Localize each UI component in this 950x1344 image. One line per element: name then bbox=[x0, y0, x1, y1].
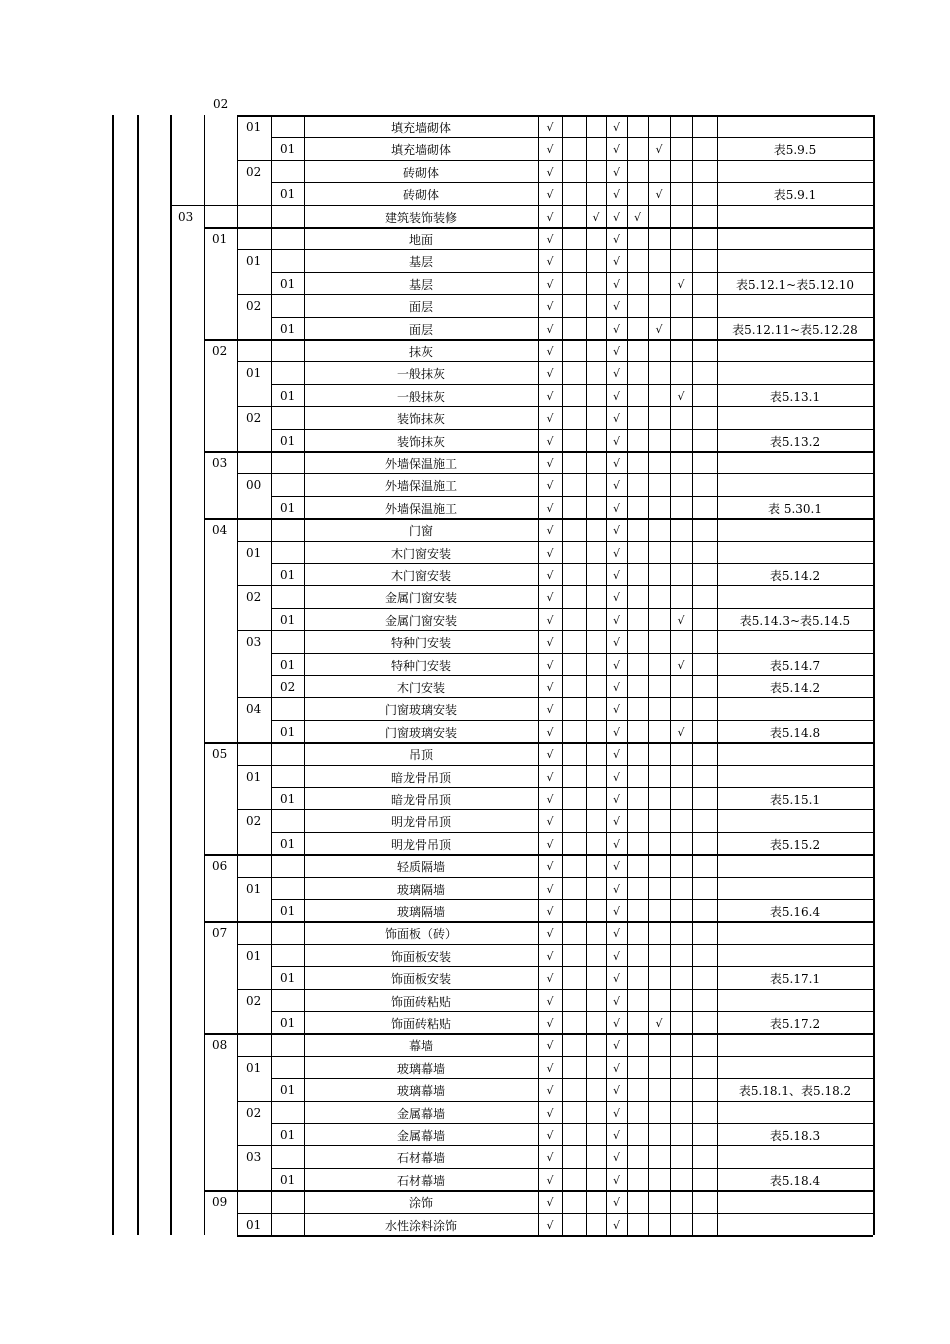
check-mark: √ bbox=[546, 501, 554, 515]
row-divider bbox=[237, 541, 873, 542]
row-divider bbox=[271, 608, 873, 609]
check-mark: √ bbox=[546, 1084, 554, 1098]
item-code: 03 bbox=[246, 1150, 262, 1165]
row-divider bbox=[237, 473, 873, 474]
row-divider bbox=[237, 877, 873, 878]
item-code: 01 bbox=[246, 769, 262, 784]
check-mark: √ bbox=[546, 188, 554, 202]
check-mark: √ bbox=[612, 1017, 620, 1030]
item-name: 建筑装饰装修 bbox=[384, 210, 457, 225]
tree-vertical-line bbox=[112, 115, 114, 1235]
check-mark: √ bbox=[546, 1173, 554, 1187]
item-name: 暗龙骨吊顶 bbox=[390, 770, 451, 785]
check-mark: √ bbox=[612, 972, 620, 986]
item-name: 涂饰 bbox=[408, 1196, 433, 1211]
check-mark: √ bbox=[612, 658, 620, 672]
item-name: 特种门安装 bbox=[390, 636, 451, 651]
item-name: 砖砌体 bbox=[402, 188, 439, 203]
item-name: 饰面板（砖） bbox=[384, 927, 457, 942]
item-name: 石材幕墙 bbox=[396, 1151, 445, 1166]
check-mark: √ bbox=[677, 613, 685, 627]
item-code: 03 bbox=[246, 635, 262, 650]
item-code: 01 bbox=[280, 792, 296, 806]
check-mark: √ bbox=[546, 636, 554, 650]
check-mark: √ bbox=[612, 300, 620, 314]
item-code: 01 bbox=[246, 881, 262, 896]
row-divider bbox=[237, 697, 873, 698]
item-name: 木门窗安装 bbox=[390, 546, 451, 561]
check-mark: √ bbox=[546, 1017, 554, 1030]
item-code: 01 bbox=[246, 254, 262, 269]
check-mark: √ bbox=[612, 412, 620, 426]
item-code: 01 bbox=[280, 904, 296, 918]
reference-table: 表5.18.3 bbox=[769, 1129, 821, 1143]
item-name: 木门安装 bbox=[396, 681, 445, 695]
check-mark: √ bbox=[546, 748, 554, 762]
check-mark: √ bbox=[546, 1218, 554, 1232]
check-mark: √ bbox=[546, 389, 554, 403]
item-code: 01 bbox=[246, 948, 262, 963]
check-mark: √ bbox=[612, 748, 620, 762]
item-name: 饰面砖粘贴 bbox=[390, 1017, 451, 1031]
item-name: 玻璃幕墙 bbox=[396, 1084, 445, 1099]
row-divider bbox=[237, 944, 873, 945]
item-name: 外墙保温施工 bbox=[384, 501, 457, 516]
check-mark: √ bbox=[612, 501, 620, 515]
check-mark: √ bbox=[546, 165, 554, 179]
check-mark: √ bbox=[612, 815, 620, 829]
item-name: 基层 bbox=[408, 277, 433, 292]
check-mark: √ bbox=[612, 591, 620, 605]
check-mark: √ bbox=[612, 1084, 620, 1098]
row-divider bbox=[271, 1078, 873, 1079]
item-code: 06 bbox=[212, 859, 228, 874]
item-name: 金属门窗安装 bbox=[384, 613, 457, 628]
check-mark: √ bbox=[612, 367, 620, 381]
check-mark: √ bbox=[612, 770, 620, 784]
check-mark: √ bbox=[612, 1151, 620, 1165]
item-code: 01 bbox=[246, 1217, 262, 1232]
check-mark: √ bbox=[612, 389, 620, 403]
grid-vertical-line bbox=[873, 115, 875, 1235]
item-code: 01 bbox=[246, 1060, 262, 1075]
check-mark: √ bbox=[612, 860, 620, 874]
row-divider bbox=[271, 137, 873, 138]
check-mark: √ bbox=[546, 255, 554, 269]
item-name: 地面 bbox=[408, 233, 433, 247]
item-name: 砖砌体 bbox=[402, 165, 439, 180]
item-name: 门窗 bbox=[408, 524, 433, 539]
check-mark: √ bbox=[546, 837, 554, 851]
row-divider bbox=[237, 630, 873, 631]
item-name: 基层 bbox=[408, 255, 433, 270]
row-divider bbox=[271, 317, 873, 318]
check-mark: √ bbox=[655, 188, 663, 202]
check-mark: √ bbox=[546, 1151, 554, 1165]
row-divider bbox=[271, 899, 873, 900]
item-code: 01 bbox=[246, 366, 262, 381]
item-code: 01 bbox=[280, 276, 296, 291]
item-name: 水性涂料涂饰 bbox=[384, 1218, 457, 1233]
item-code: 02 bbox=[246, 590, 262, 605]
check-mark: √ bbox=[612, 725, 620, 739]
item-code: 01 bbox=[280, 1016, 296, 1030]
check-mark: √ bbox=[612, 121, 620, 134]
check-mark: √ bbox=[612, 1129, 620, 1142]
check-mark: √ bbox=[612, 255, 620, 269]
item-name: 吊顶 bbox=[408, 748, 433, 763]
grid-vertical-line bbox=[237, 115, 238, 1235]
row-divider bbox=[271, 966, 873, 967]
check-mark: √ bbox=[546, 1196, 554, 1210]
check-mark: √ bbox=[655, 1017, 663, 1030]
item-code: 01 bbox=[280, 142, 296, 157]
check-mark: √ bbox=[546, 367, 554, 381]
check-mark: √ bbox=[677, 277, 685, 291]
check-mark: √ bbox=[612, 434, 620, 448]
item-name: 玻璃隔墙 bbox=[396, 905, 445, 919]
item-code: 01 bbox=[280, 836, 296, 851]
check-mark: √ bbox=[612, 927, 620, 941]
check-mark: √ bbox=[612, 681, 620, 694]
check-mark: √ bbox=[546, 815, 554, 829]
check-mark: √ bbox=[546, 322, 554, 336]
item-name: 金属幕墙 bbox=[396, 1129, 445, 1143]
check-mark: √ bbox=[612, 1039, 620, 1053]
item-code: 01 bbox=[212, 232, 228, 246]
check-mark: √ bbox=[612, 882, 620, 896]
reference-table: 表5.12.11~表5.12.28 bbox=[732, 322, 858, 337]
item-name: 面层 bbox=[408, 322, 433, 337]
check-mark: √ bbox=[612, 703, 620, 717]
item-name: 外墙保温施工 bbox=[384, 479, 457, 494]
row-divider bbox=[271, 429, 873, 430]
check-mark: √ bbox=[546, 524, 554, 538]
item-code: 05 bbox=[212, 747, 228, 762]
check-mark: √ bbox=[546, 121, 554, 134]
reference-table: 表5.14.2 bbox=[769, 681, 821, 695]
row-divider bbox=[271, 496, 873, 497]
check-mark: √ bbox=[612, 1173, 620, 1187]
item-code: 08 bbox=[212, 1038, 228, 1053]
item-name: 填充墙砌体 bbox=[390, 143, 451, 158]
row-divider bbox=[237, 249, 873, 250]
item-code: 01 bbox=[280, 500, 296, 515]
item-code: 02 bbox=[246, 1105, 262, 1120]
item-code: 02 bbox=[246, 993, 262, 1008]
row-divider bbox=[271, 787, 873, 788]
reference-table: 表5.16.4 bbox=[769, 905, 821, 919]
reference-table: 表5.18.4 bbox=[769, 1173, 821, 1188]
reference-table: 表5.13.1 bbox=[769, 389, 821, 404]
item-name: 填充墙砌体 bbox=[390, 121, 451, 135]
check-mark: √ bbox=[633, 210, 641, 224]
check-mark: √ bbox=[546, 658, 554, 672]
item-name: 明龙骨吊顶 bbox=[390, 815, 451, 830]
item-code: 02 bbox=[280, 680, 296, 694]
item-name: 木门窗安装 bbox=[390, 569, 451, 583]
item-code: 00 bbox=[246, 478, 262, 493]
row-divider bbox=[237, 294, 873, 295]
check-mark: √ bbox=[546, 1106, 554, 1120]
check-mark: √ bbox=[546, 972, 554, 986]
reference-table: 表5.14.8 bbox=[769, 725, 821, 740]
item-name: 门窗玻璃安装 bbox=[384, 703, 457, 718]
check-mark: √ bbox=[546, 927, 554, 941]
check-mark: √ bbox=[546, 233, 554, 246]
check-mark: √ bbox=[655, 322, 663, 336]
reference-table: 表5.17.2 bbox=[769, 1017, 821, 1031]
check-mark: √ bbox=[612, 793, 620, 806]
check-mark: √ bbox=[612, 613, 620, 627]
row-divider bbox=[271, 384, 873, 385]
row-divider bbox=[237, 765, 873, 766]
table-bottom-border bbox=[237, 1235, 873, 1237]
check-mark: √ bbox=[612, 524, 620, 538]
check-mark: √ bbox=[546, 1039, 554, 1053]
item-name: 玻璃幕墙 bbox=[396, 1061, 445, 1076]
check-mark: √ bbox=[612, 479, 620, 493]
row-divider bbox=[237, 406, 873, 407]
item-code: 01 bbox=[280, 1083, 296, 1098]
check-mark: √ bbox=[612, 345, 620, 358]
row-divider bbox=[237, 809, 873, 810]
check-mark: √ bbox=[546, 479, 554, 493]
item-name: 玻璃隔墙 bbox=[396, 882, 445, 897]
row-divider bbox=[271, 1168, 873, 1169]
reference-table: 表5.15.2 bbox=[769, 837, 821, 852]
reference-table: 表5.12.1~表5.12.10 bbox=[735, 277, 855, 292]
check-mark: √ bbox=[546, 725, 554, 739]
tree-vertical-line bbox=[137, 115, 139, 1235]
check-mark: √ bbox=[546, 143, 554, 157]
item-name: 金属幕墙 bbox=[396, 1106, 445, 1121]
item-code: 01 bbox=[280, 971, 296, 986]
check-mark: √ bbox=[677, 725, 685, 739]
item-code: 07 bbox=[212, 926, 228, 941]
header-section-code: 02 bbox=[213, 97, 229, 111]
check-mark: √ bbox=[546, 345, 554, 358]
reference-table: 表5.9.5 bbox=[773, 143, 817, 158]
item-name: 饰面板安装 bbox=[390, 949, 451, 964]
item-code: 02 bbox=[246, 164, 262, 179]
item-name: 明龙骨吊顶 bbox=[390, 837, 451, 852]
check-mark: √ bbox=[655, 143, 663, 157]
check-mark: √ bbox=[612, 188, 620, 202]
check-mark: √ bbox=[612, 277, 620, 291]
check-mark: √ bbox=[546, 793, 554, 806]
check-mark: √ bbox=[546, 882, 554, 896]
item-code: 01 bbox=[280, 1172, 296, 1187]
reference-table: 表5.15.1 bbox=[769, 793, 821, 807]
item-name: 暗龙骨吊顶 bbox=[390, 793, 451, 807]
check-mark: √ bbox=[546, 681, 554, 694]
check-mark: √ bbox=[546, 905, 554, 918]
row-divider bbox=[237, 1213, 873, 1214]
item-code: 01 bbox=[246, 120, 262, 134]
check-mark: √ bbox=[612, 210, 620, 224]
reference-table: 表5.14.3~表5.14.5 bbox=[739, 613, 851, 628]
item-code: 01 bbox=[280, 187, 296, 202]
reference-table: 表5.14.7 bbox=[769, 658, 821, 673]
check-mark: √ bbox=[612, 949, 620, 963]
item-code: 01 bbox=[280, 612, 296, 627]
check-mark: √ bbox=[546, 994, 554, 1008]
item-code: 03 bbox=[212, 456, 228, 470]
item-name: 外墙保温施工 bbox=[384, 457, 457, 471]
row-divider bbox=[271, 272, 873, 273]
check-mark: √ bbox=[546, 860, 554, 874]
reference-table: 表5.14.2 bbox=[769, 569, 821, 583]
item-code: 04 bbox=[246, 702, 262, 717]
item-code: 01 bbox=[280, 1128, 296, 1142]
row-divider bbox=[237, 160, 873, 161]
check-mark: √ bbox=[612, 1196, 620, 1210]
item-code: 01 bbox=[280, 724, 296, 739]
item-code: 02 bbox=[212, 344, 228, 358]
check-mark: √ bbox=[546, 703, 554, 717]
check-mark: √ bbox=[612, 994, 620, 1008]
row-divider bbox=[271, 720, 873, 721]
item-name: 抹灰 bbox=[408, 345, 433, 359]
check-mark: √ bbox=[546, 591, 554, 605]
item-name: 幕墙 bbox=[408, 1039, 433, 1054]
reference-table: 表5.13.2 bbox=[769, 434, 821, 449]
row-divider bbox=[271, 832, 873, 833]
tree-vertical-line bbox=[170, 115, 172, 1235]
reference-table: 表 5.30.1 bbox=[768, 501, 822, 516]
check-mark: √ bbox=[546, 434, 554, 448]
check-mark: √ bbox=[546, 210, 554, 224]
row-divider bbox=[237, 1056, 873, 1057]
item-code: 01 bbox=[280, 321, 296, 336]
row-divider bbox=[271, 563, 873, 564]
row-divider bbox=[237, 585, 873, 586]
row-divider bbox=[271, 182, 873, 183]
check-mark: √ bbox=[546, 300, 554, 314]
check-mark: √ bbox=[612, 905, 620, 918]
item-name: 装饰抹灰 bbox=[396, 434, 445, 449]
row-divider bbox=[237, 1145, 873, 1146]
check-mark: √ bbox=[546, 949, 554, 963]
check-mark: √ bbox=[592, 210, 600, 224]
item-code: 01 bbox=[246, 545, 262, 560]
item-name: 一般抹灰 bbox=[396, 367, 445, 382]
reference-table: 表5.17.1 bbox=[769, 972, 821, 987]
check-mark: √ bbox=[612, 636, 620, 650]
item-name: 装饰抹灰 bbox=[396, 412, 445, 427]
check-mark: √ bbox=[546, 1129, 554, 1142]
item-name: 饰面砖粘贴 bbox=[390, 994, 451, 1009]
row-divider bbox=[237, 1101, 873, 1102]
item-name: 一般抹灰 bbox=[396, 389, 445, 404]
check-mark: √ bbox=[546, 277, 554, 291]
reference-table: 表5.18.1、表5.18.2 bbox=[738, 1084, 852, 1099]
item-code: 02 bbox=[246, 411, 262, 426]
check-mark: √ bbox=[546, 546, 554, 560]
row-divider bbox=[271, 653, 873, 654]
check-mark: √ bbox=[612, 569, 620, 582]
item-code: 01 bbox=[280, 388, 296, 403]
item-name: 金属门窗安装 bbox=[384, 591, 457, 606]
check-mark: √ bbox=[612, 165, 620, 179]
check-mark: √ bbox=[612, 457, 620, 470]
item-code: 01 bbox=[280, 568, 296, 582]
check-mark: √ bbox=[546, 457, 554, 470]
item-code: 09 bbox=[212, 1195, 228, 1210]
check-mark: √ bbox=[546, 569, 554, 582]
check-mark: √ bbox=[612, 1061, 620, 1075]
item-code: 04 bbox=[212, 523, 228, 538]
row-divider bbox=[237, 361, 873, 362]
item-name: 石材幕墙 bbox=[396, 1173, 445, 1188]
row-divider bbox=[271, 1011, 873, 1012]
item-name: 门窗玻璃安装 bbox=[384, 725, 457, 740]
check-mark: √ bbox=[546, 412, 554, 426]
row-divider bbox=[271, 675, 873, 676]
check-mark: √ bbox=[612, 546, 620, 560]
reference-table: 表5.9.1 bbox=[773, 188, 817, 203]
check-mark: √ bbox=[546, 1061, 554, 1075]
check-mark: √ bbox=[612, 1218, 620, 1232]
check-mark: √ bbox=[612, 143, 620, 157]
item-name: 面层 bbox=[408, 300, 433, 315]
check-mark: √ bbox=[546, 770, 554, 784]
item-code: 01 bbox=[280, 433, 296, 448]
check-mark: √ bbox=[612, 1106, 620, 1120]
check-mark: √ bbox=[677, 658, 685, 672]
item-code: 01 bbox=[280, 657, 296, 672]
item-name: 轻质隔墙 bbox=[396, 860, 445, 875]
item-code: 02 bbox=[246, 814, 262, 829]
check-mark: √ bbox=[612, 837, 620, 851]
check-mark: √ bbox=[612, 322, 620, 336]
item-name: 饰面板安装 bbox=[390, 972, 451, 987]
item-name: 特种门安装 bbox=[390, 658, 451, 673]
row-divider bbox=[271, 1123, 873, 1124]
check-mark: √ bbox=[612, 233, 620, 246]
check-mark: √ bbox=[546, 613, 554, 627]
item-code: 02 bbox=[246, 299, 262, 314]
item-code: 03 bbox=[178, 209, 194, 224]
row-divider bbox=[237, 989, 873, 990]
tree-vertical-line bbox=[204, 115, 205, 1235]
check-mark: √ bbox=[677, 389, 685, 403]
